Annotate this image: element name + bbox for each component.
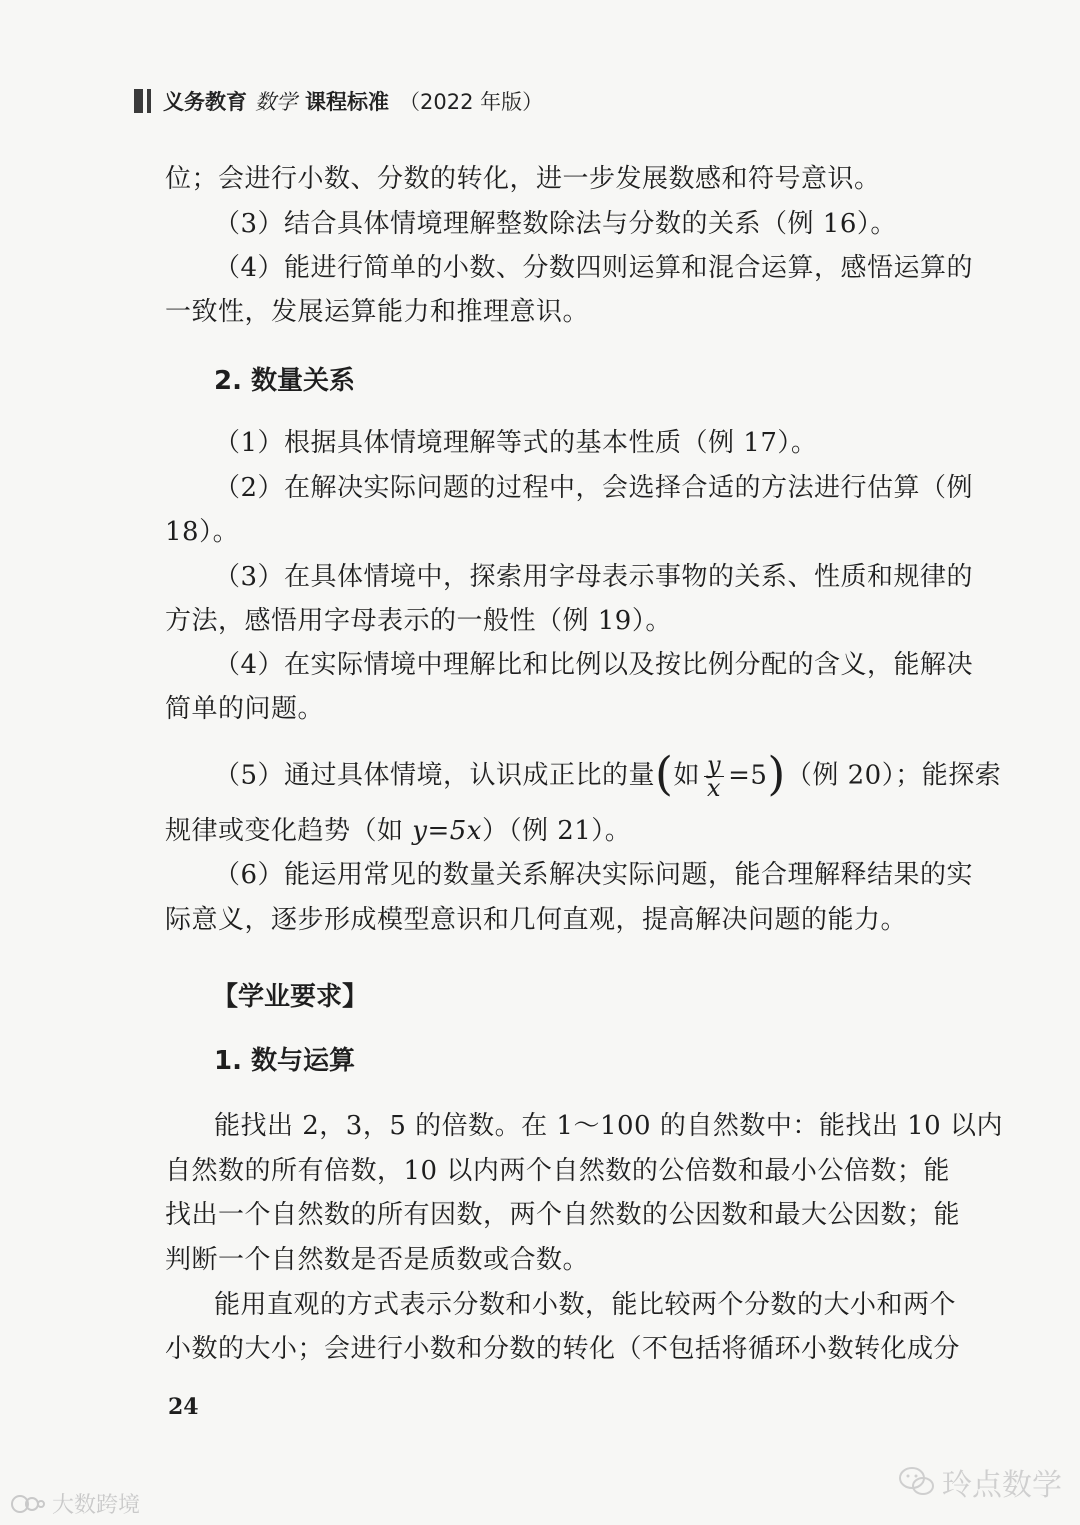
- header-bar-decoration: [147, 89, 151, 113]
- body-line: 方法，感悟用字母表示的一般性（例 19）。: [165, 606, 672, 636]
- fraction-y-over-x: [704, 751, 724, 802]
- body-line: 18）。: [165, 517, 240, 547]
- watermark-right: [898, 1460, 1062, 1504]
- text-span: 规律或变化趋势（如: [165, 816, 413, 846]
- body-line: 简单的问题。: [165, 694, 325, 724]
- section-heading: 1. 数与运算: [214, 1046, 356, 1076]
- body-line: 位；会进行小数、分数的转化，进一步发展数感和符号意识。: [165, 164, 881, 194]
- body-line: （6）能运用常见的数量关系解决实际问题，能合理解释结果的实: [214, 860, 974, 890]
- left-paren: (: [655, 746, 674, 801]
- body-line: （3）结合具体情境理解整数除法与分数的关系（例 16）。: [214, 209, 897, 239]
- running-header: [134, 86, 543, 116]
- page-number: 24: [168, 1394, 199, 1420]
- fraction-denominator: x: [707, 774, 722, 802]
- watermark-right-text: 玲点数学: [942, 1468, 1062, 1503]
- header-title-suffix: 课程标准: [305, 90, 389, 114]
- text-span: （5）通过具体情境，认识成正比的量: [214, 760, 656, 791]
- fraction-numerator: y: [704, 754, 724, 777]
- watermark-left: [10, 1488, 140, 1519]
- text-span: ）（例 21）。: [481, 816, 632, 846]
- body-line: 自然数的所有倍数，10 以内两个自然数的公倍数和最小公倍数；能: [165, 1156, 950, 1186]
- body-line: 际意义，逐步形成模型意识和几何直观，提高解决问题的能力。: [165, 905, 908, 935]
- text-span: 如: [673, 760, 701, 791]
- header-title-subject: 数学: [255, 90, 297, 114]
- body-line: （4）在实际情境中理解比和比例以及按比例分配的含义，能解决: [214, 650, 974, 680]
- body-line: 一致性，发展运算能力和推理意识。: [165, 297, 590, 327]
- body-line: （4）能进行简单的小数、分数四则运算和混合运算，感悟运算的: [214, 253, 974, 283]
- section-heading: 【学业要求】: [212, 982, 369, 1012]
- right-paren: ): [767, 746, 786, 801]
- header-bar-decoration: [134, 89, 143, 113]
- watermark-left-text: 大数跨境: [52, 1493, 141, 1518]
- text-span: =5: [728, 760, 768, 791]
- brand-logo-icon: [10, 1492, 46, 1516]
- body-line-with-formula: [165, 816, 631, 846]
- body-line: （2）在解决实际问题的过程中，会选择合适的方法进行估算（例: [214, 473, 974, 503]
- section-heading: 2. 数量关系: [214, 366, 356, 396]
- body-line: 找出一个自然数的所有因数，两个自然数的公因数和最大公因数；能: [165, 1200, 961, 1230]
- header-edition: （2022 年版）: [399, 90, 544, 114]
- header-title-prefix: 义务教育: [163, 90, 247, 114]
- body-line: 小数的大小；会进行小数和分数的转化（不包括将循环小数转化成分: [165, 1334, 961, 1364]
- body-line: （1）根据具体情境理解等式的基本性质（例 17）。: [214, 428, 818, 458]
- body-line: （3）在具体情境中，探索用字母表示事物的关系、性质和规律的: [214, 562, 974, 592]
- formula: y=5x: [412, 816, 482, 846]
- body-line-with-fraction: [214, 746, 1002, 802]
- body-line: 能用直观的方式表示分数和小数，能比较两个分数的大小和两个: [214, 1290, 957, 1320]
- body-line: 判断一个自然数是否是质数或合数。: [165, 1245, 590, 1275]
- wechat-icon: [898, 1466, 936, 1498]
- text-span: （例 20）；能探索: [785, 760, 1002, 791]
- body-line: 能找出 2，3，5 的倍数。在 1～100 的自然数中：能找出 10 以内: [214, 1111, 1003, 1141]
